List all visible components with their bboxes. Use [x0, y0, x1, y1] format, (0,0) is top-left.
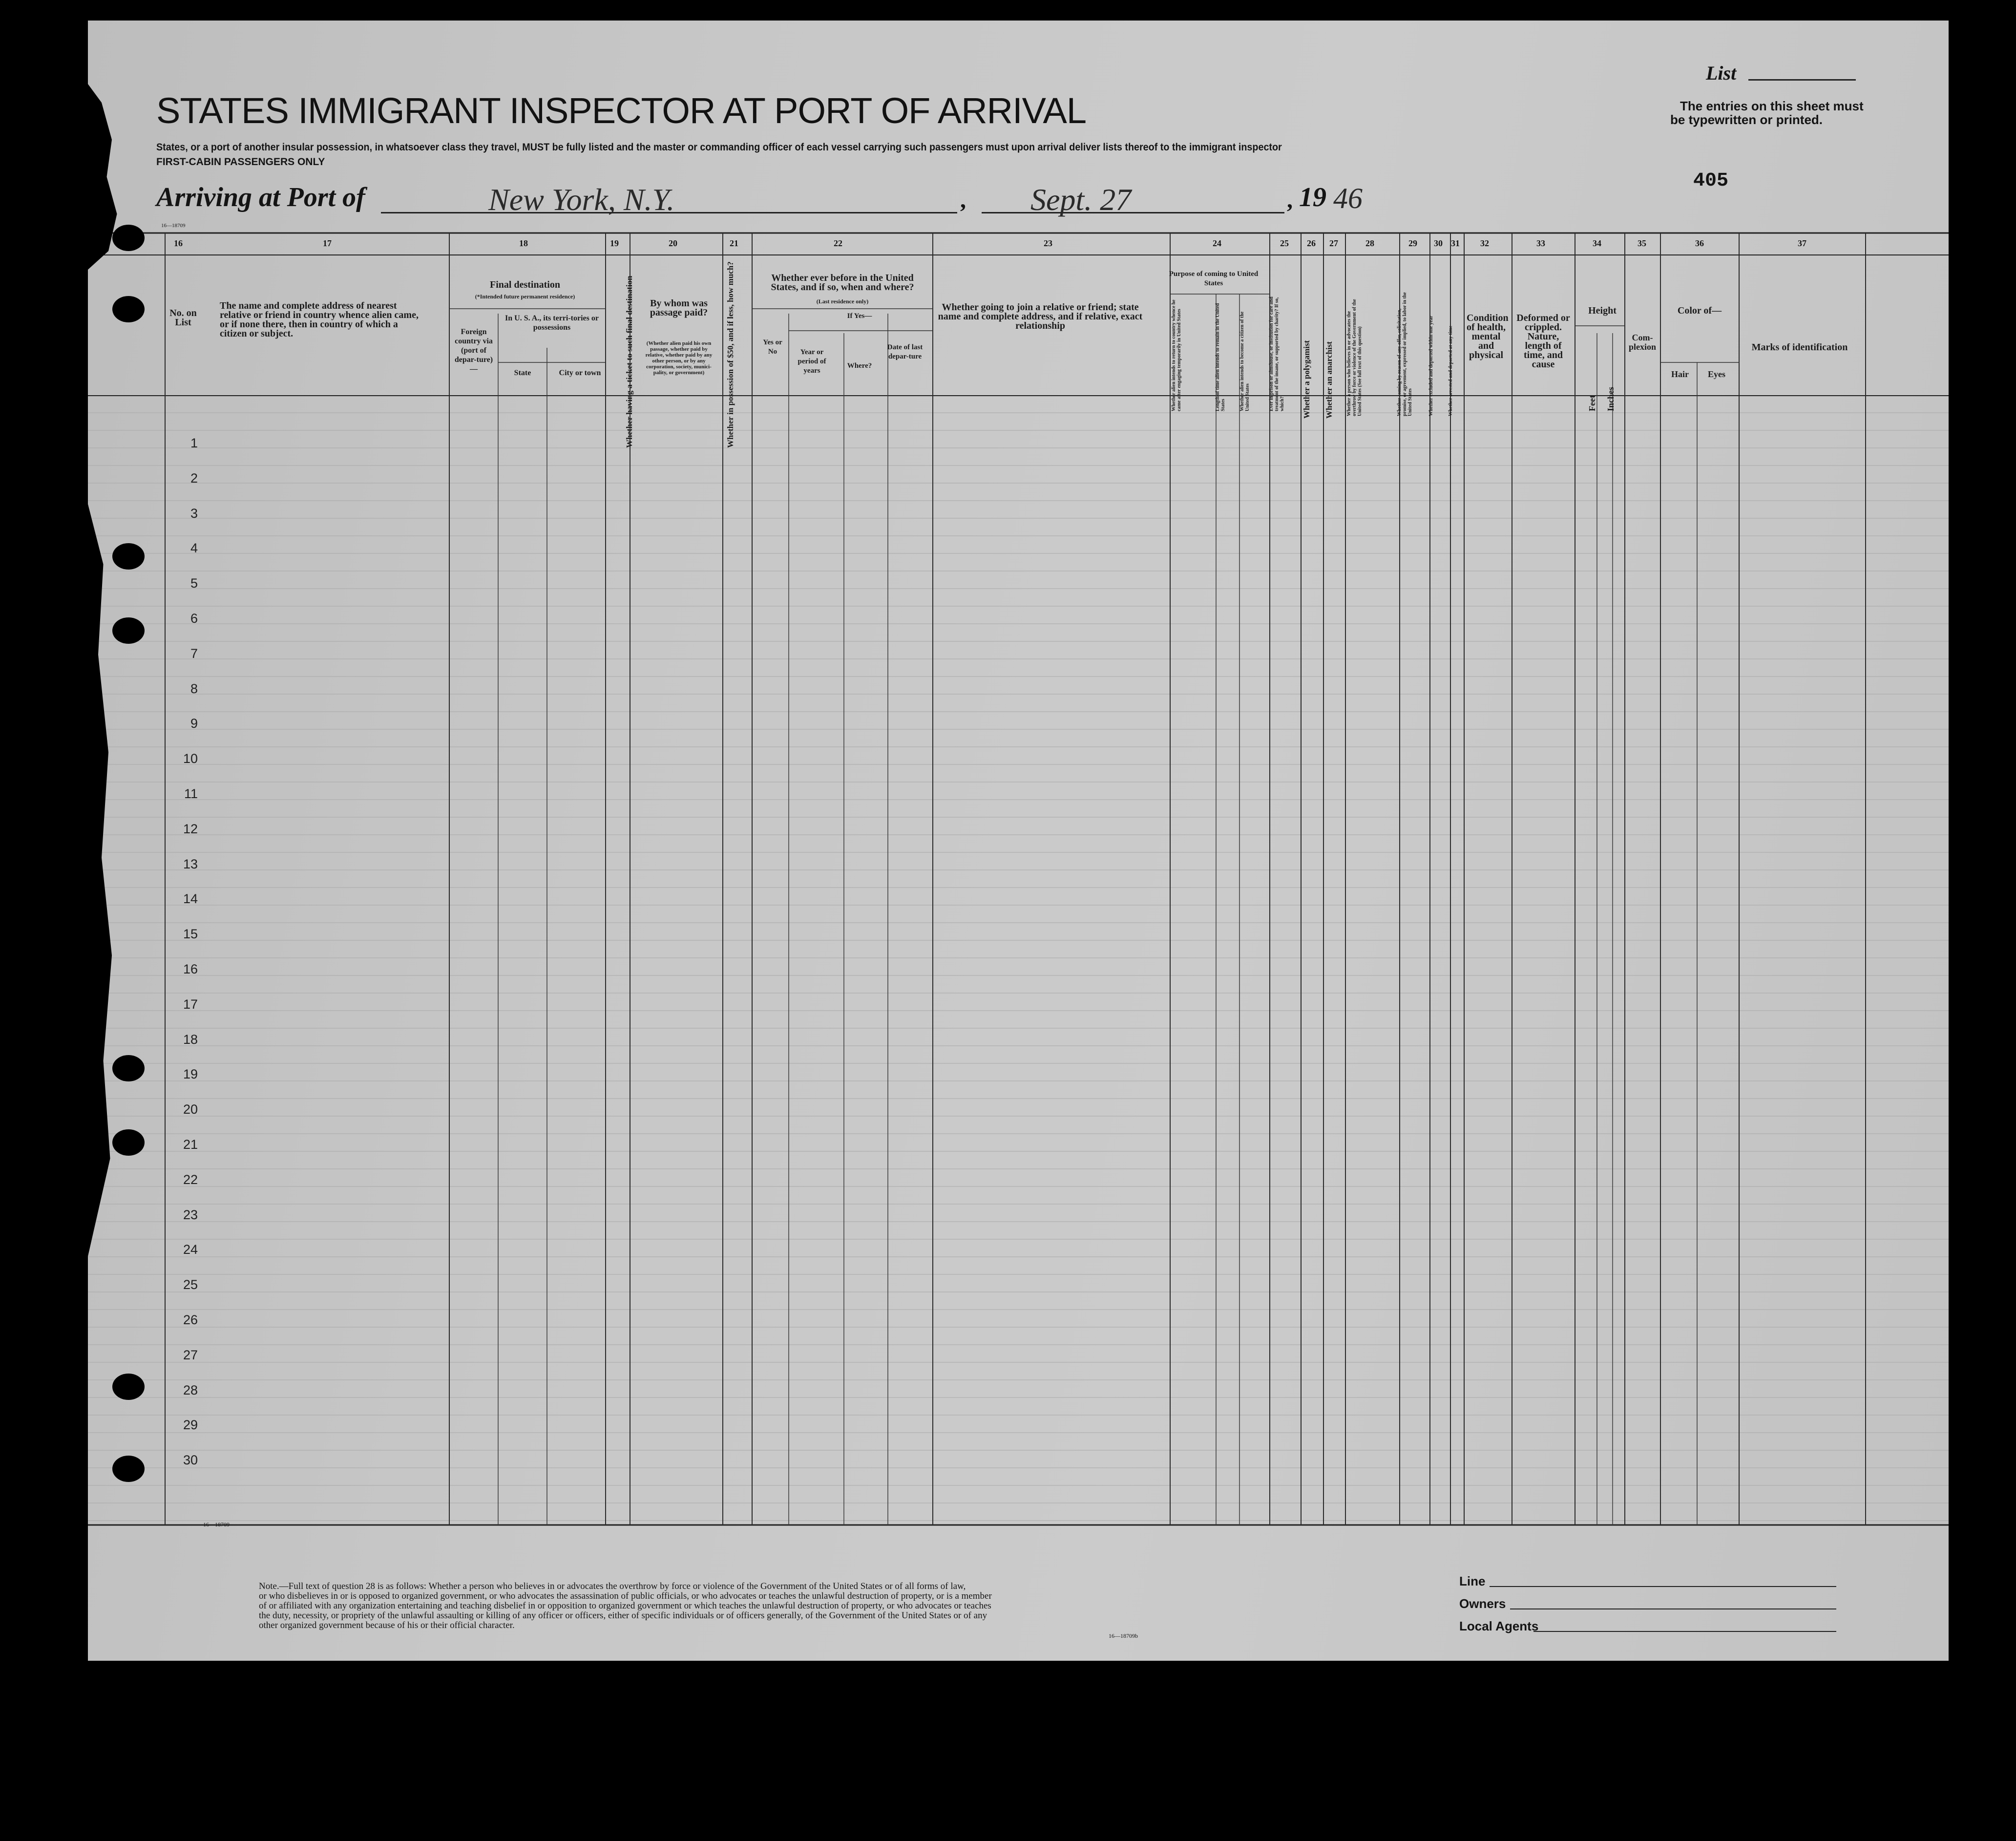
class-note: FIRST-CABIN PASSENGERS ONLY: [156, 156, 325, 168]
date-field-line: [982, 212, 1284, 213]
column-number: 18: [519, 238, 528, 248]
col36-header: Color of—: [1677, 305, 1722, 316]
column-number: 37: [1798, 238, 1806, 248]
column-number: 19: [610, 238, 619, 248]
sheet-number: 405: [1693, 170, 1729, 192]
list-label: List: [1706, 62, 1737, 84]
col18-foreign: Foreign country via (port of depar-ture)—: [454, 328, 493, 373]
line-label: Line: [1459, 1574, 1486, 1588]
col19-header: Whether having a ticket to such final destination: [625, 275, 634, 448]
row-number: 26: [183, 1312, 198, 1327]
punch-hole: [112, 543, 145, 570]
col30-header: Whether excluded and deported within one year: [1428, 316, 1434, 416]
agents-field: [1533, 1631, 1836, 1632]
col35-header: Com-plexion: [1628, 333, 1656, 352]
row-number: 22: [183, 1172, 198, 1187]
column-number: 26: [1307, 238, 1316, 248]
row-number: 2: [190, 470, 198, 486]
note-line: of or affiliated with any organization entertaining and teaching disbelief in or opposition to organized government or which teaches the unlawful destruction of property, or who advocates or teaches: [259, 1601, 991, 1611]
col33-header: Deformed or crippled. Nature, length of time, and cause: [1516, 313, 1570, 370]
col22-year: Year or period of years: [798, 348, 826, 375]
table-grid: [88, 21, 1949, 1661]
col22-title: Whether ever before in the United States, and if so, when and where?: [771, 273, 914, 293]
column-number: 22: [834, 238, 842, 248]
punch-hole: [112, 1374, 145, 1400]
page-subtitle: States, or a port of another insular possession, in whatsoever class they travel, MUST be fully listed and the master or commanding officer of each vessel carrying such passengers must upon arrival deliver lists thereof to the immigrant inspector: [156, 142, 1282, 153]
row-number: 19: [183, 1067, 198, 1082]
question-28-note: [259, 1582, 992, 1630]
column-number: 17: [323, 238, 332, 248]
col21-header: Whether in possession of $50, and if less, how much?: [726, 261, 735, 448]
row-number: 7: [190, 646, 198, 661]
year-handwritten: 46: [1333, 182, 1363, 214]
col18-usa: In U. S. A., its terri-tories or possessions: [505, 314, 599, 332]
row-number: 17: [183, 996, 198, 1012]
col22-ifyes: If Yes—: [847, 312, 872, 320]
row-number: 6: [190, 611, 198, 626]
col20-sub: (Whether alien paid his own passage, whether paid by relative, whether paid by any other person, or by any corporation, society, munici-pality, or government): [645, 340, 713, 376]
col32-header: Condition of health, mental and physical: [1467, 313, 1509, 360]
footnote-form-code: 16—18709b: [1109, 1632, 1138, 1639]
punch-hole: [112, 1456, 145, 1482]
footer-form-code: 16—18709: [203, 1521, 230, 1528]
col22-where: Where?: [847, 362, 872, 370]
column-number: 36: [1695, 238, 1704, 248]
row-number: 16: [183, 962, 198, 976]
row-number: 4: [190, 541, 198, 556]
row-number: 23: [183, 1207, 198, 1222]
entries-note-1: The entries on this sheet must: [1680, 99, 1864, 113]
punch-hole: [112, 225, 145, 251]
note-line: or who disbelieves in or is opposed to organized government, or who advocates the assassination of public officials, or who advocates or teaches the unlawful destruction of property, or is a member: [259, 1591, 992, 1601]
row-number: 9: [190, 716, 198, 731]
punch-hole: [112, 1129, 145, 1156]
column-number: 29: [1408, 238, 1417, 248]
col23-header: Whether going to join a relative or friend; state name and complete address, and if relative, exact relationship: [938, 302, 1143, 331]
date-handwritten: Sept. 27: [1030, 182, 1132, 217]
manifest-sheet: [88, 21, 1949, 1661]
punch-hole: [112, 296, 145, 322]
col24-c: Whether alien intends to become a citizen of the United States: [1239, 311, 1250, 411]
col36-hair: Hair: [1671, 369, 1689, 379]
column-number: 24: [1213, 238, 1221, 248]
row-number: 8: [190, 681, 198, 696]
col26-header: Whether a polygamist: [1302, 340, 1311, 419]
column-number: 34: [1593, 238, 1601, 248]
col28-header: Whether a person who believes in or advocates the overthrow by force or violence of the Government of the United States (See full text of this question): [1346, 299, 1363, 416]
column-number: 16: [174, 238, 183, 248]
column-number: 35: [1638, 238, 1646, 248]
row-number: 21: [183, 1137, 198, 1152]
col36-eyes: Eyes: [1708, 369, 1725, 379]
row-number: 15: [183, 927, 198, 942]
punch-hole: [112, 1055, 145, 1081]
col31-header: Whether arrested and deported at any time: [1448, 325, 1453, 416]
column-number: 21: [730, 238, 738, 248]
row-number: 12: [183, 821, 198, 836]
col29-header: Whether coming by reason of any offer, solicitation, promise, or agreement, expressed or implied, to labor in the United States: [1397, 292, 1413, 416]
col34-feet: Feet: [1587, 395, 1597, 411]
col18-sub: (*Intended future permanent residence): [475, 293, 575, 300]
col22-sub: (Last residence only): [816, 298, 869, 305]
owners-field: [1510, 1608, 1836, 1609]
note-line: the duty, necessity, or propriety of the unlawful assaulting or killing of any officer or officers, either of specific individuals or of officers generally, of the Government of the United States or of any: [259, 1610, 987, 1621]
row-number: 29: [183, 1418, 198, 1433]
row-number: 10: [183, 751, 198, 766]
col37-header: Marks of identification: [1751, 342, 1848, 353]
comma-2: ,: [1287, 187, 1293, 213]
row-number: 13: [183, 856, 198, 871]
row-number: 24: [183, 1242, 198, 1257]
col24-a: Whether alien intends to return to country whence he came after engaging temporarily in United States: [1171, 299, 1182, 411]
column-number: 23: [1044, 238, 1052, 248]
row-number: 25: [183, 1277, 198, 1292]
page-title: STATES IMMIGRANT INSPECTOR AT PORT OF ARRIVAL: [156, 90, 1087, 131]
year-printed: 19: [1299, 182, 1326, 212]
row-number: 30: [183, 1453, 198, 1468]
list-field-line: [1748, 79, 1856, 81]
form-code-top: 16—18709: [161, 223, 186, 229]
column-number: 25: [1280, 238, 1289, 248]
col24-b: Length of time alien intends to remain in the United States: [1215, 303, 1226, 411]
row-number: 5: [190, 576, 198, 591]
col27-header: Whether an anarchist: [1324, 341, 1334, 419]
column-number: 33: [1536, 238, 1545, 248]
line-field: [1490, 1586, 1836, 1587]
row-number: 28: [183, 1382, 198, 1397]
note-line: other organized government because of his or their official character.: [259, 1620, 515, 1630]
col18-city: City or town: [559, 369, 601, 377]
column-number: 31: [1451, 238, 1460, 248]
col20-title: By whom was passage paid?: [650, 298, 708, 318]
row-number: 11: [184, 786, 198, 801]
column-number: 28: [1365, 238, 1374, 248]
agents-label: Local Agents: [1459, 1619, 1539, 1633]
col25-header: Ever in prison or almshouse, or institution for care and treatment of the insane, or supported by charity? If so, which?: [1269, 296, 1285, 411]
column-number: 30: [1434, 238, 1443, 248]
column-number: 32: [1480, 238, 1489, 248]
col16-header: No. on List: [169, 308, 197, 328]
col22-yesno: Yes or No: [763, 339, 782, 356]
col22-date: Date of last depar-ture: [887, 343, 923, 360]
row-number: 1: [190, 436, 198, 450]
row-number: 20: [183, 1102, 198, 1117]
row-number: 27: [183, 1347, 198, 1362]
row-number: 14: [183, 891, 198, 907]
note-line: Note.—Full text of question 28 is as follows: Whether a person who believes in or advocates the overthrow by force or violence of the Government of the United States or of all forms of law,: [259, 1581, 966, 1591]
col24-title: Purpose of coming to United States: [1169, 270, 1259, 287]
column-number: 20: [669, 238, 677, 248]
entries-note-2: be typewritten or printed.: [1670, 112, 1823, 127]
column-number: 27: [1329, 238, 1338, 248]
col34-inches: Inches: [1606, 386, 1616, 411]
col18-state: State: [514, 369, 531, 377]
punch-hole: [112, 617, 145, 644]
row-number: 3: [190, 506, 198, 521]
col34-header: Height: [1588, 305, 1617, 316]
arriving-label: Arriving at Port of: [156, 182, 365, 212]
comma: ,: [960, 187, 966, 213]
owners-label: Owners: [1459, 1596, 1506, 1611]
col18-title: Final destination: [490, 279, 560, 290]
row-number: 18: [183, 1032, 198, 1047]
col17-header: The name and complete address of nearest relative or friend in country whence alien came, or if none there, then in country of which a citizen or subject.: [220, 300, 419, 339]
port-handwritten: New York, N.Y.: [488, 182, 675, 217]
